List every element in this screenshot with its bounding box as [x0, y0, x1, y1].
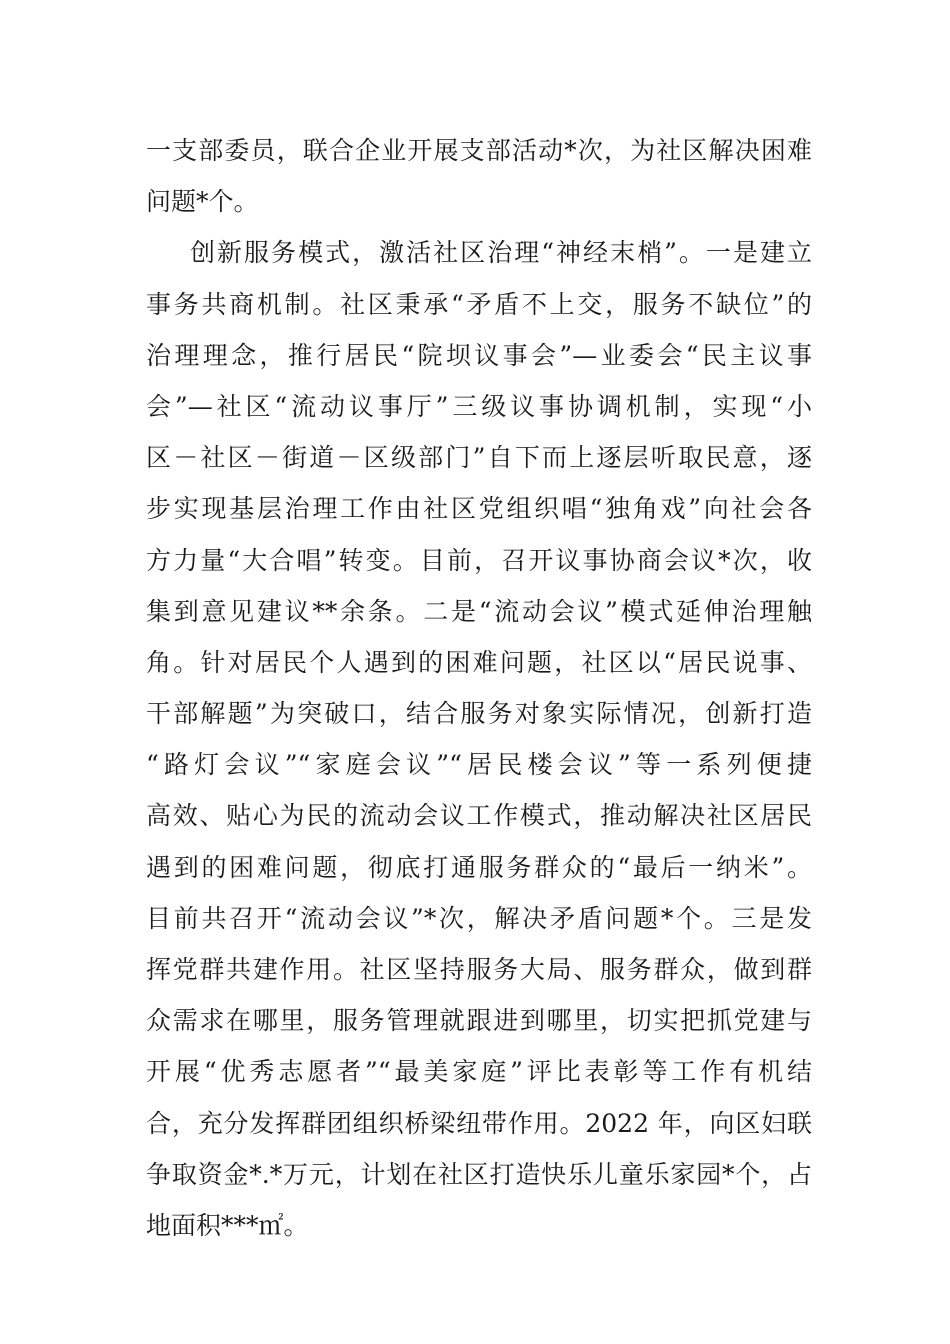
text-line: 开展“优秀志愿者”“最美家庭”评比表彰等工作有机结 [146, 1057, 812, 1087]
paragraph-first-line: 创新服务模式，激活社区治理“神经末梢”。一是建立 [190, 238, 812, 268]
text-line: 区－社区－街道－区级部门”自下而上逐层听取民意，逐 [146, 443, 812, 473]
text-line: 地面积***㎡。 [146, 1210, 309, 1240]
text-line: 集到意见建议**余条。二是“流动会议”模式延伸治理触 [146, 596, 812, 626]
text-line: “路灯会议”“家庭会议”“居民楼会议”等一系列便捷 [146, 750, 812, 780]
text-line: 方力量“大合唱”转变。目前，召开议事协商会议*次，收 [146, 545, 812, 575]
text-line: 角。针对居民个人遇到的困难问题，社区以“居民说事、 [146, 647, 812, 677]
text-line: 争取资金*.*万元，计划在社区打造快乐儿童乐家园*个，占 [146, 1159, 812, 1189]
text-line: 众需求在哪里，服务管理就跟进到哪里，切实把抓党建与 [146, 1006, 812, 1036]
text-line: 挥党群共建作用。社区坚持服务大局、服务群众，做到群 [146, 955, 812, 984]
text-line: 目前共召开“流动会议”*次，解决矛盾问题*个。三是发 [146, 903, 812, 933]
text-line: 高效、贴心为民的流动会议工作模式，推动解决社区居民 [146, 801, 812, 831]
text-line: 会”—社区“流动议事厅”三级议事协调机制，实现“小 [146, 391, 812, 421]
text-line: 合，充分发挥群团组织桥梁纽带作用。2022 年，向区妇联 [146, 1108, 812, 1138]
body-text [146, 125, 812, 1251]
text-line: 步实现基层治理工作由社区党组织唱“独角戏”向社会各 [146, 494, 812, 524]
text-line: 问题*个。 [146, 187, 259, 217]
text-line: 一支部委员，联合企业开展支部活动*次，为社区解决困难 [146, 136, 812, 165]
text-line: 干部解题”为突破口，结合服务对象实际情况，创新打造 [146, 699, 812, 729]
text-line: 治理理念，推行居民“院坝议事会”—业委会“民主议事 [146, 340, 812, 370]
text-line: 遇到的困难问题，彻底打通服务群众的“最后一纳米”。 [146, 852, 812, 882]
text-line: 事务共商机制。社区秉承“矛盾不上交，服务不缺位”的 [146, 289, 812, 319]
